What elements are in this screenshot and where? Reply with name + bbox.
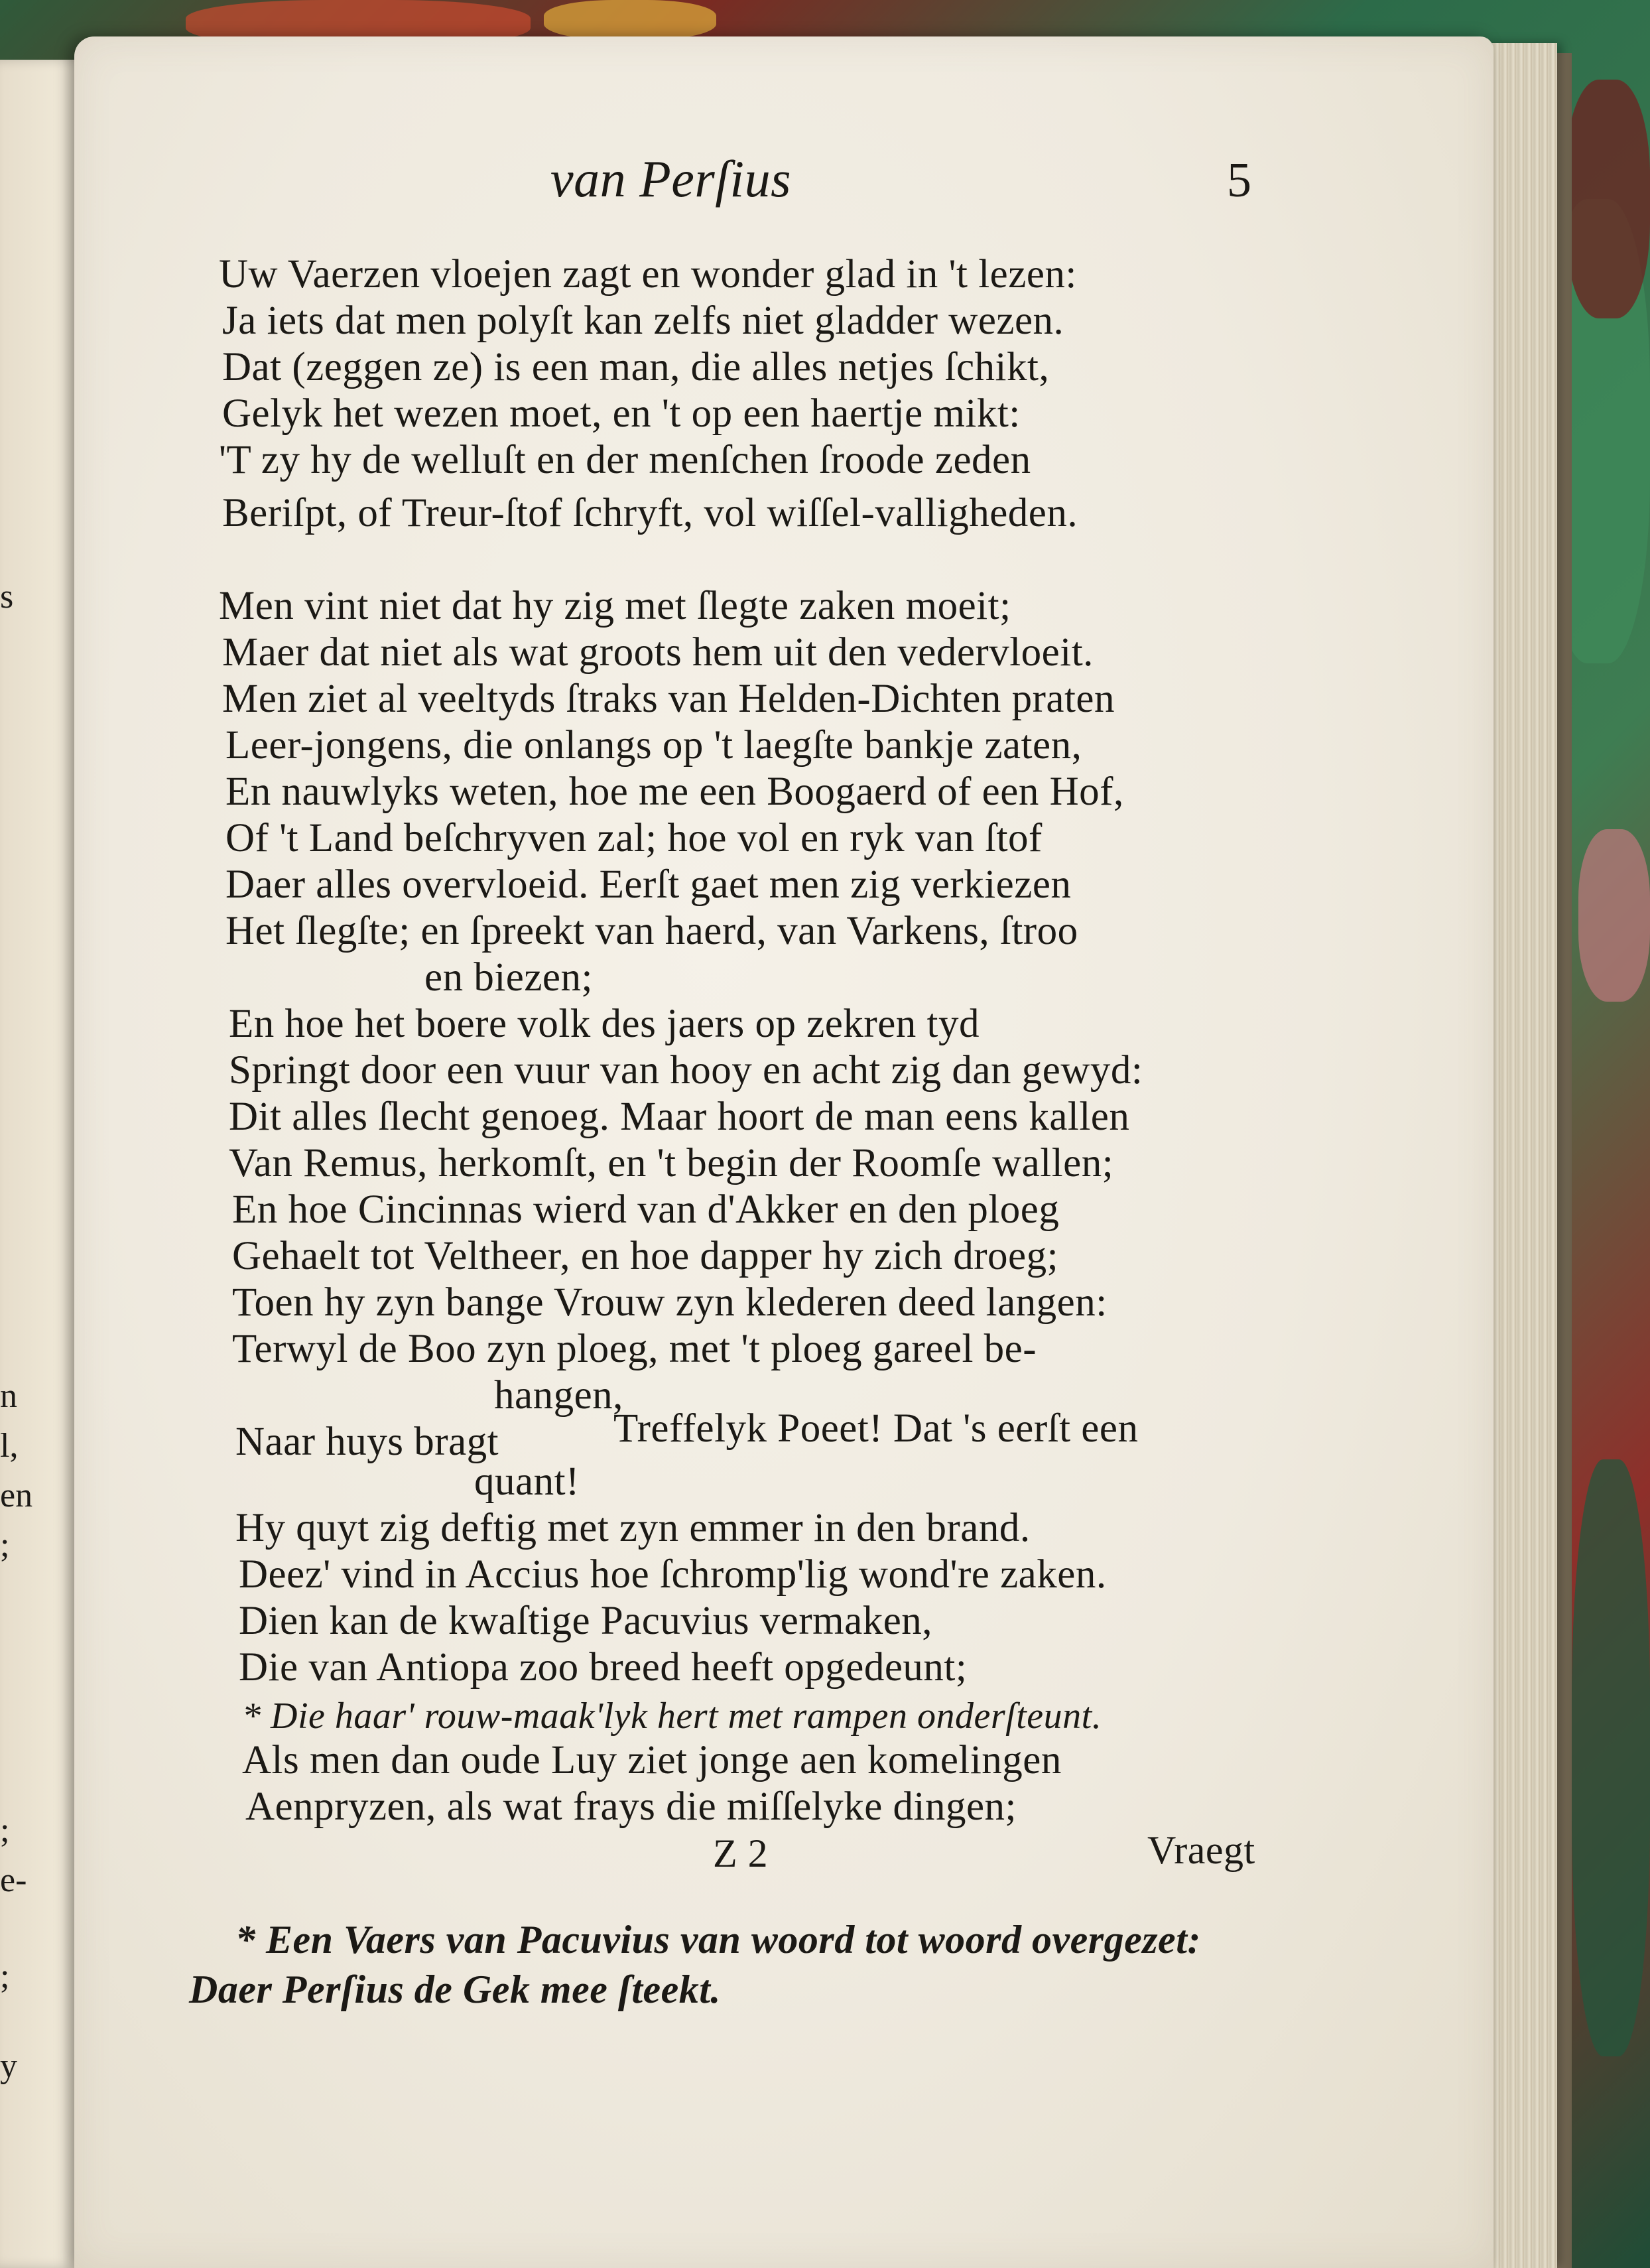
verse-continuation: hangen, — [494, 1373, 623, 1418]
verse-line: Als men dan oude Luy ziet jonge aen komelingen — [242, 1738, 1062, 1782]
page-block-edges — [1484, 43, 1557, 2268]
left-page-fragment: s — [0, 578, 14, 616]
verse-line: Men vint niet dat hy zig met ſlegte zaken moeit; — [219, 584, 1011, 628]
verse-continuation: quant! — [474, 1459, 580, 1504]
verse-continuation: en biezen; — [424, 955, 593, 1000]
verse-line: Of 't Land beſchryven zal; hoe vol en ryk van ſtof — [225, 816, 1043, 860]
verse-line: Treffelyk Poeet! Dat 's eerſt een — [613, 1406, 1139, 1451]
verse-line: Hy quyt zig deftig met zyn emmer in den brand. — [235, 1506, 1031, 1550]
verse-line: Leer-jongens, die onlangs op 't laegſte bankje zaten, — [225, 723, 1082, 767]
footnote-line: Daer Perſius de Gek mee ſteekt. — [189, 1968, 721, 2011]
verse-line: Ja iets dat men polyſt kan zelfs niet gladder wezen. — [222, 299, 1064, 343]
verse-line: Daer alles overvloeid. Eerſt gaet men zig verkiezen — [225, 862, 1072, 907]
verse-line: Deez' vind in Accius hoe ſchromp'lig wond're zaken. — [239, 1552, 1107, 1597]
verse-line: Aenpryzen, als wat frays die miſſelyke dingen; — [245, 1784, 1017, 1829]
verse-line: Het ſlegſte; en ſpreekt van haerd, van Varkens, ſtroo — [225, 909, 1078, 953]
left-page-fragment: l, — [0, 1427, 19, 1465]
verse-line: Die van Antiopa zoo breed heeft opgedeunt; — [239, 1645, 968, 1690]
verse-line: 'T zy hy de welluſt en der menſchen ſroode zeden — [219, 438, 1031, 482]
verse-line: En hoe het boere volk des jaers op zekren tyd — [229, 1002, 980, 1046]
left-page-fragment: ; — [0, 1958, 10, 1995]
left-page-fragment: ; — [0, 1812, 10, 1849]
left-page-fragment: e- — [0, 1861, 27, 1899]
left-page-fragment: en — [0, 1477, 33, 1514]
left-page-fragment: ; — [0, 1526, 10, 1564]
verse-line: Dat (zeggen ze) is een man, die alles netjes ſchikt, — [222, 345, 1050, 389]
signature-mark: Z 2 — [713, 1832, 769, 1875]
verse-line: En nauwlyks weten, hoe me een Boogaerd of een Hof, — [225, 769, 1124, 814]
verse-line: En hoe Cincinnas wierd van d'Akker en den ploeg — [232, 1187, 1060, 1232]
verse-line: Springt door een vuur van hooy en acht zig dan gewyd: — [229, 1048, 1143, 1093]
cloth-patch-pink — [1578, 829, 1650, 1002]
verse-line: Maer dat niet als wat groots hem uit den vedervloeit. — [222, 630, 1094, 675]
verse-line: Men ziet al veeltyds ſtraks van Helden-Dichten praten — [222, 677, 1115, 721]
verse-line: Dien kan de kwaſtige Pacuvius vermaken, — [239, 1599, 933, 1643]
side-note-line: * Die haar' rouw-maak'lyk hert met rampen onderſteunt. — [242, 1696, 1102, 1737]
cloth-patch-gold — [544, 0, 716, 40]
cloth-patch-dark-red — [1565, 80, 1650, 318]
verse-line: Naar huys bragt — [235, 1420, 499, 1464]
verse-line: Beriſpt, of Treur-ſtof ſchryft, vol wiſſel-valligheden. — [222, 491, 1078, 535]
footnote-line: * Een Vaers van Pacuvius van woord tot woord overgezet: — [235, 1918, 1201, 1962]
left-page-fragment: n — [0, 1377, 17, 1415]
verse-line: Gehaelt tot Veltheer, en hoe dapper hy zich droeg; — [232, 1234, 1059, 1278]
verse-line: Terwyl de Boo zyn ploeg, met 't ploeg gareel be- — [232, 1327, 1037, 1371]
running-head: van Perſius — [550, 150, 791, 208]
left-page-fragment: y — [0, 2047, 17, 2085]
verse-line: Uw Vaerzen vloejen zagt en wonder glad in 't lezen: — [219, 252, 1077, 297]
catchword: Vraegt — [1147, 1828, 1255, 1872]
verse-line: Gelyk het wezen moet, en 't op een haertje mikt: — [222, 391, 1021, 436]
page-number: 5 — [1227, 153, 1252, 208]
cloth-patch-deep-green — [1572, 1459, 1650, 2056]
verse-line: Toen hy zyn bange Vrouw zyn klederen deed langen: — [232, 1280, 1108, 1325]
verse-line: Van Remus, herkomſt, en 't begin der Roomſe wallen; — [229, 1141, 1114, 1185]
verse-line: Dit alles ſlecht genoeg. Maar hoort de man eens kallen — [229, 1095, 1130, 1139]
